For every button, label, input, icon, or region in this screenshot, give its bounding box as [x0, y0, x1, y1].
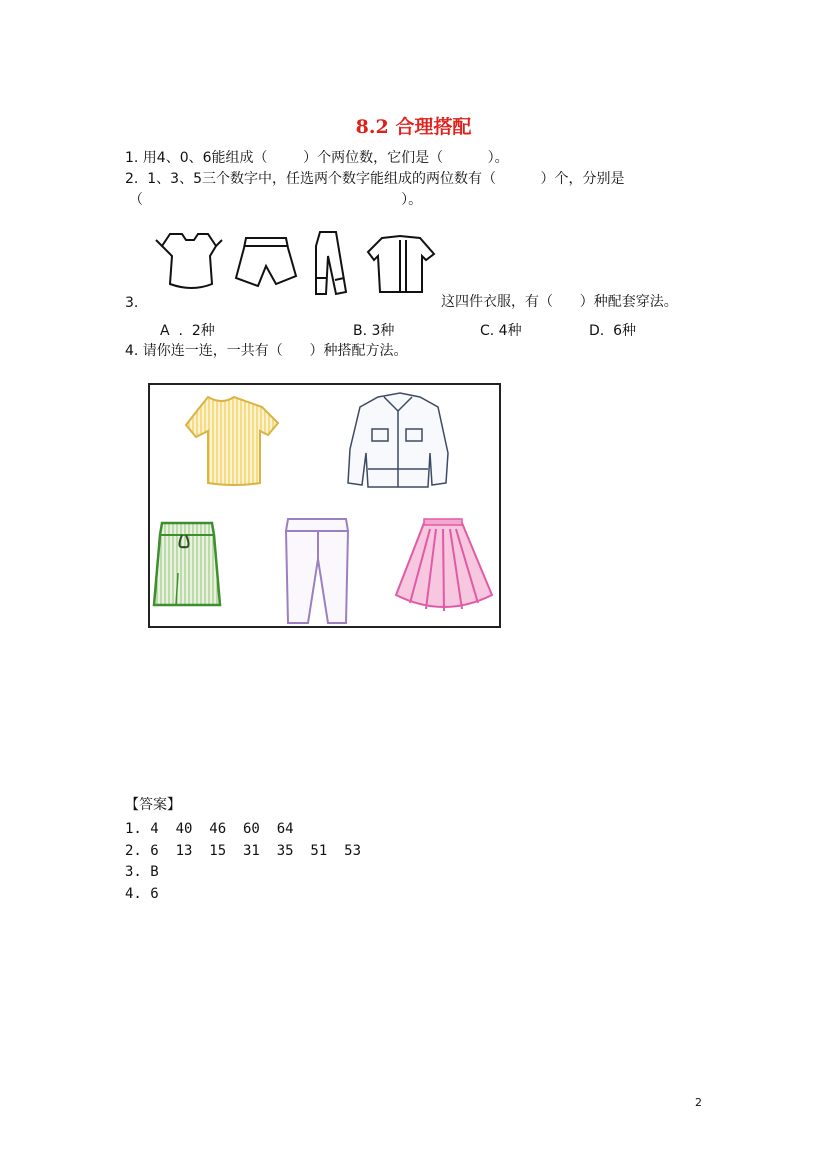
q3-clothing-illustration	[150, 226, 440, 298]
trousers-icon	[316, 232, 346, 294]
page-number: 2	[695, 1096, 702, 1109]
q4-clothing-illustration	[148, 383, 501, 628]
shorts-icon	[236, 238, 296, 286]
answer-4: 4. 6	[125, 886, 159, 902]
answer-3: 3. B	[125, 864, 159, 880]
answers-heading: 【答案】	[125, 797, 181, 813]
q3-option-c: C. 4种	[480, 323, 522, 339]
answer-2: 2. 6 13 15 31 35 51 53	[125, 843, 362, 859]
question-2-line-1: 2. 1、3、5三个数字中，任选两个数字能组成的两位数有（ ）个，分别是	[125, 171, 625, 187]
question-3-text: 这四件衣服，有（ ）种配套穿法。	[441, 294, 678, 310]
page-title: 8.2 合理搭配	[355, 116, 472, 138]
tshirt-icon	[186, 397, 278, 485]
pink-skirt-icon	[396, 519, 492, 611]
pants-icon	[286, 519, 348, 623]
blouse-icon	[156, 234, 222, 288]
question-3-number: 3.	[125, 295, 139, 311]
shirt-icon	[368, 236, 434, 292]
question-2-line-2: （ ）。	[129, 192, 423, 208]
q3-option-b: B. 3种	[353, 323, 395, 339]
jacket-icon	[348, 393, 448, 487]
answer-1: 1. 4 40 46 60 64	[125, 821, 294, 837]
green-skirt-icon	[154, 523, 220, 605]
q3-option-d: D. 6种	[589, 323, 637, 339]
q3-option-a: A . 2种	[160, 323, 215, 339]
question-4: 4. 请你连一连，一共有（ ）种搭配方法。	[125, 343, 408, 359]
question-1: 1. 用4、0、6能组成（ ）个两位数，它们是（ ）。	[125, 150, 509, 166]
